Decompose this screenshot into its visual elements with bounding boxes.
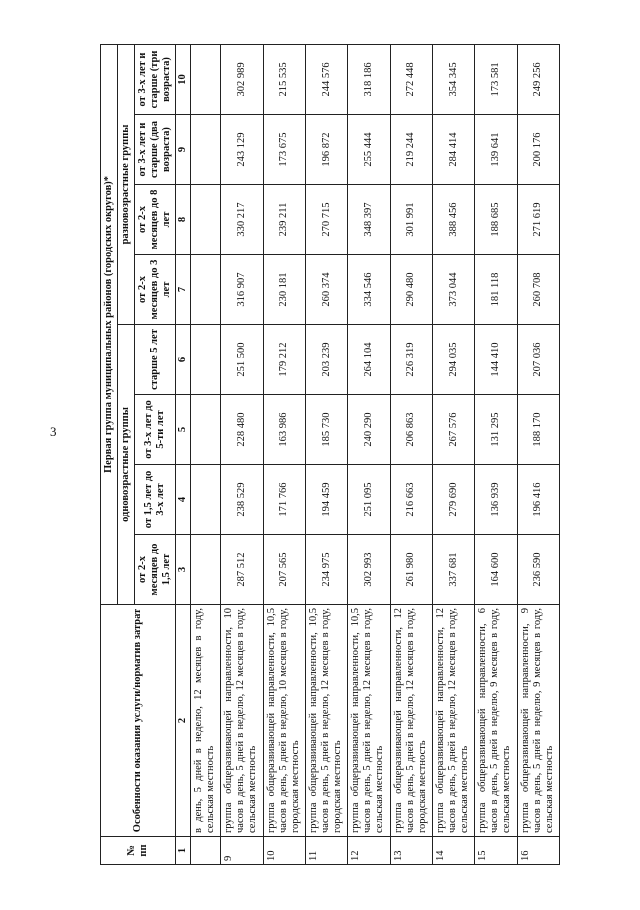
row-description: группа общеразвивающей направленности, 9 часов в день, 5 дней в неделю, 9 месяцев в году, сельская местность bbox=[517, 605, 559, 837]
column-number: 4 bbox=[176, 465, 191, 535]
row-number: 12 bbox=[348, 837, 390, 865]
header-mixed-age: разновозрастные группы bbox=[118, 44, 135, 324]
cost-value-cell: 260 708 bbox=[517, 255, 559, 325]
cost-value-cell: 188 170 bbox=[517, 395, 559, 465]
column-number: 6 bbox=[176, 325, 191, 395]
cost-value-cell: 179 212 bbox=[263, 325, 305, 395]
cost-value-cell: 354 345 bbox=[432, 44, 474, 114]
cost-value-cell: 260 374 bbox=[305, 255, 347, 325]
row-number: 14 bbox=[432, 837, 474, 865]
column-number: 3 bbox=[176, 535, 191, 605]
cost-value-cell bbox=[191, 395, 221, 465]
cost-value-cell: 318 186 bbox=[348, 44, 390, 114]
column-number: 2 bbox=[176, 605, 191, 837]
header-sub-col: от 3-х лет и старше (два возраста) bbox=[135, 115, 176, 185]
cost-value-cell: 271 619 bbox=[517, 185, 559, 255]
row-description: группа общеразвивающей направленности, 12 часов в день, 5 дней в неделю, 12 месяцев в году, сельская местность bbox=[432, 605, 474, 837]
cost-value-cell: 188 685 bbox=[475, 185, 517, 255]
cost-value-cell: 261 980 bbox=[390, 535, 432, 605]
cost-value-cell: 255 444 bbox=[348, 115, 390, 185]
cost-value-cell: 251 500 bbox=[221, 325, 263, 395]
header-sub-col: от 2-х месяцев до 3 лет bbox=[135, 255, 176, 325]
table-row bbox=[390, 44, 432, 864]
page-number: 3 bbox=[50, 424, 57, 439]
cost-value-cell: 270 715 bbox=[305, 185, 347, 255]
column-number-row bbox=[176, 44, 191, 864]
cost-value-cell: 301 991 bbox=[390, 185, 432, 255]
cost-value-cell: 330 217 bbox=[221, 185, 263, 255]
cost-value-cell: 173 581 bbox=[475, 44, 517, 114]
cost-value-cell: 264 104 bbox=[348, 325, 390, 395]
cost-value-cell: 173 675 bbox=[263, 115, 305, 185]
header-sub-col: старше 5 лет bbox=[135, 325, 176, 395]
cost-value-cell: 131 295 bbox=[475, 395, 517, 465]
cost-value-cell: 164 600 bbox=[475, 535, 517, 605]
cost-norms-table bbox=[100, 44, 560, 865]
cost-value-cell: 207 036 bbox=[517, 325, 559, 395]
header-single-age: одновозрастные группы bbox=[118, 325, 135, 605]
cost-value-cell: 136 939 bbox=[475, 465, 517, 535]
cost-value-cell: 226 319 bbox=[390, 325, 432, 395]
row-description: группа общеразвивающей направленности, 10,5 часов в день, 5 дней в неделю, 12 месяцев в году, сельская местность bbox=[348, 605, 390, 837]
column-number: 1 bbox=[176, 837, 191, 865]
cost-value-cell: 294 035 bbox=[432, 325, 474, 395]
table-row bbox=[348, 44, 390, 864]
cost-value-cell bbox=[191, 255, 221, 325]
row-description: группа общеразвивающей направленности, 10 часов в день, 5 дней в неделю, 12 месяцев в году, сельская местность bbox=[221, 605, 263, 837]
table-row bbox=[221, 44, 263, 864]
cost-value-cell: 302 993 bbox=[348, 535, 390, 605]
cost-value-cell: 316 907 bbox=[221, 255, 263, 325]
cost-value-cell: 194 459 bbox=[305, 465, 347, 535]
cost-value-cell: 287 512 bbox=[221, 535, 263, 605]
table-row bbox=[305, 44, 347, 864]
cost-value-cell: 139 641 bbox=[475, 115, 517, 185]
row-number: 13 bbox=[390, 837, 432, 865]
cost-value-cell: 236 590 bbox=[517, 535, 559, 605]
rotated-table-sheet bbox=[100, 45, 560, 865]
column-number: 9 bbox=[176, 115, 191, 185]
cost-value-cell: 373 044 bbox=[432, 255, 474, 325]
table-row bbox=[263, 44, 305, 864]
cost-value-cell: 185 730 bbox=[305, 395, 347, 465]
cost-value-cell: 348 397 bbox=[348, 185, 390, 255]
cost-value-cell: 251 095 bbox=[348, 465, 390, 535]
header-no: № пп bbox=[101, 837, 176, 865]
cost-value-cell: 230 181 bbox=[263, 255, 305, 325]
row-description: группа общеразвивающей направленности, 10,5 часов в день, 5 дней в неделю, 10 месяцев в году, городская местность bbox=[263, 605, 305, 837]
row-description: группа общеразвивающей направленности, 10,5 часов в день, 5 дней в неделю, 12 месяцев в году, городская местность bbox=[305, 605, 347, 837]
table-row bbox=[432, 44, 474, 864]
cost-value-cell: 272 448 bbox=[390, 44, 432, 114]
cost-value-cell bbox=[191, 115, 221, 185]
cost-value-cell bbox=[191, 185, 221, 255]
cost-value-cell: 267 576 bbox=[432, 395, 474, 465]
table-row bbox=[517, 44, 559, 864]
cost-value-cell: 181 118 bbox=[475, 255, 517, 325]
cost-value-cell: 249 256 bbox=[517, 44, 559, 114]
cost-value-cell: 144 410 bbox=[475, 325, 517, 395]
cost-value-cell: 228 480 bbox=[221, 395, 263, 465]
table-body bbox=[191, 44, 560, 864]
column-number: 7 bbox=[176, 255, 191, 325]
header-sub-col: от 2-х месяцев до 8 лет bbox=[135, 185, 176, 255]
column-number: 8 bbox=[176, 185, 191, 255]
cost-value-cell: 163 986 bbox=[263, 395, 305, 465]
cost-value-cell: 244 576 bbox=[305, 44, 347, 114]
header-sub-col: от 3-х лет до 5-ти лет bbox=[135, 395, 176, 465]
cost-value-cell: 200 176 bbox=[517, 115, 559, 185]
cost-value-cell: 388 456 bbox=[432, 185, 474, 255]
cost-value-cell bbox=[191, 44, 221, 114]
cost-value-cell: 239 211 bbox=[263, 185, 305, 255]
column-number: 10 bbox=[176, 44, 191, 114]
cost-value-cell: 279 690 bbox=[432, 465, 474, 535]
cost-value-cell: 334 546 bbox=[348, 255, 390, 325]
cost-value-cell: 207 565 bbox=[263, 535, 305, 605]
column-number: 5 bbox=[176, 395, 191, 465]
row-description: в день, 5 дней в неделю, 12 месяцев в году, сельская местность bbox=[191, 605, 221, 837]
table-row bbox=[191, 44, 221, 864]
row-description: группа общеразвивающей направленности, 6 часов в день, 5 дней в неделю, 9 месяцев в году, сельская местность bbox=[475, 605, 517, 837]
cost-value-cell: 219 244 bbox=[390, 115, 432, 185]
cost-value-cell: 238 529 bbox=[221, 465, 263, 535]
cost-value-cell bbox=[191, 465, 221, 535]
header-group-title: Первая группа муниципальных районов (городских округов)* bbox=[101, 44, 118, 604]
cost-value-cell: 302 989 bbox=[221, 44, 263, 114]
row-number: 10 bbox=[263, 837, 305, 865]
table-row bbox=[475, 44, 517, 864]
cost-value-cell: 196 872 bbox=[305, 115, 347, 185]
header-sub-col: от 2-х месяцев до 1,5 лет bbox=[135, 535, 176, 605]
cost-value-cell: 240 290 bbox=[348, 395, 390, 465]
header-sub-col: от 1,5 лет до 3-х лет bbox=[135, 465, 176, 535]
header-feature: Особенности оказания услуги/норматив затрат bbox=[101, 605, 176, 837]
cost-value-cell: 243 129 bbox=[221, 115, 263, 185]
row-number: 16 bbox=[517, 837, 559, 865]
cost-value-cell: 216 663 bbox=[390, 465, 432, 535]
cost-value-cell: 290 480 bbox=[390, 255, 432, 325]
cost-value-cell bbox=[191, 325, 221, 395]
cost-value-cell: 206 863 bbox=[390, 395, 432, 465]
cost-value-cell: 337 681 bbox=[432, 535, 474, 605]
cost-value-cell: 234 975 bbox=[305, 535, 347, 605]
cost-value-cell: 215 535 bbox=[263, 44, 305, 114]
row-number: 11 bbox=[305, 837, 347, 865]
row-description: группа общеразвивающей направленности, 12 часов в день, 5 дней в неделю, 12 месяцев в году, городская местность bbox=[390, 605, 432, 837]
row-number bbox=[191, 837, 221, 865]
row-number: 15 bbox=[475, 837, 517, 865]
row-number: 9 bbox=[221, 837, 263, 865]
cost-value-cell: 196 416 bbox=[517, 465, 559, 535]
header-sub-col: от 3-х лет и старше (три возраста) bbox=[135, 44, 176, 114]
cost-value-cell bbox=[191, 535, 221, 605]
cost-value-cell: 284 414 bbox=[432, 115, 474, 185]
cost-value-cell: 203 239 bbox=[305, 325, 347, 395]
cost-value-cell: 171 766 bbox=[263, 465, 305, 535]
